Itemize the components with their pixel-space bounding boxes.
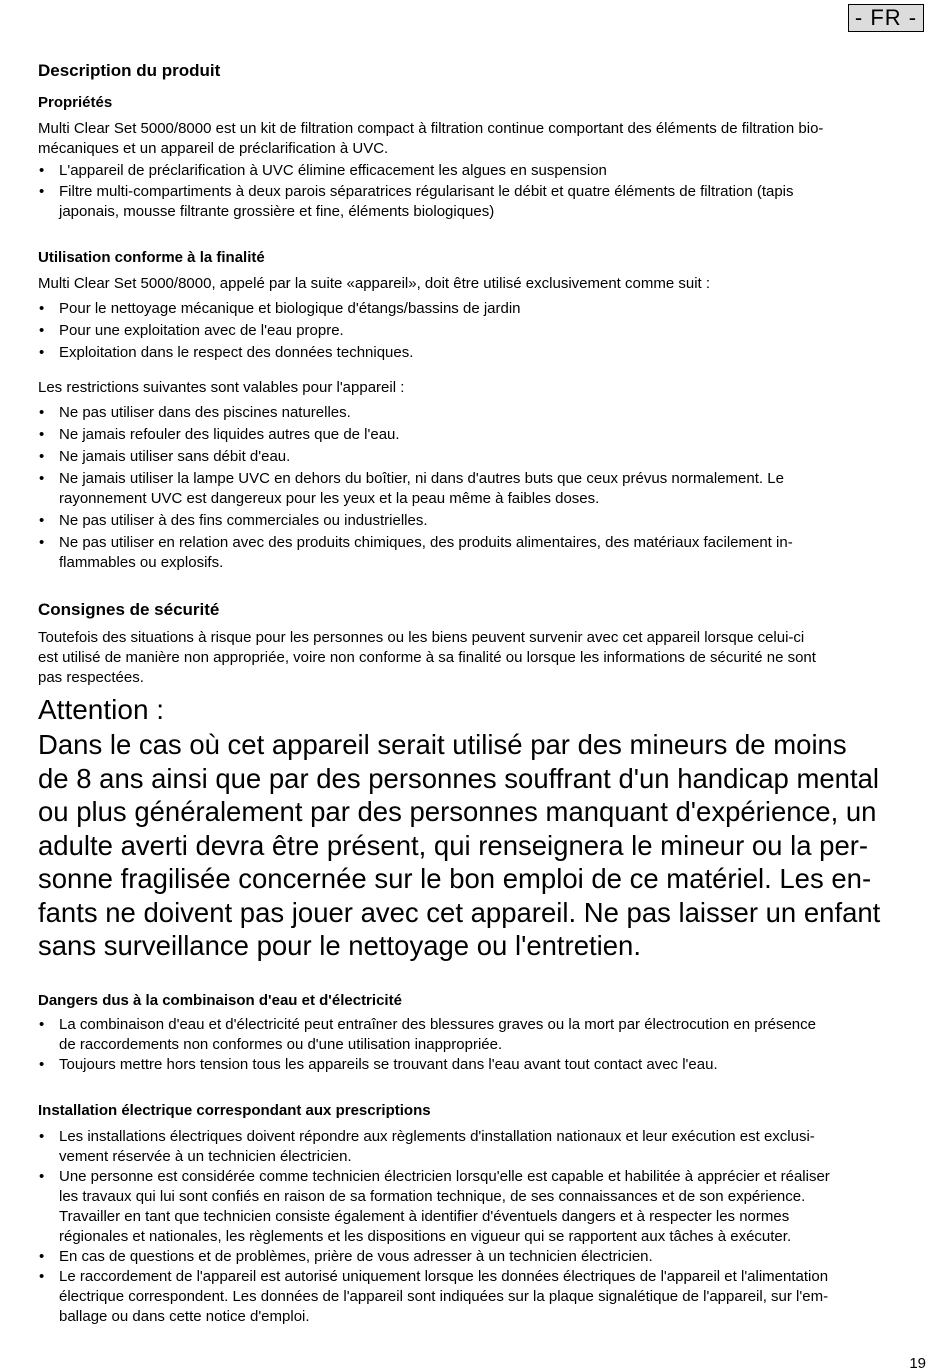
list-item: • La combinaison d'eau et d'électricité peut entraîner des blessures graves ou la mort par électrocution en présence de raccordements non conformes ou d'une utilisation inappropriée. [38,1015,928,1055]
intended-use-list [38,299,928,363]
text-line: mécaniques et un appareil de préclarification à UVC. [38,140,389,157]
list-item: • Les installations électriques doivent répondre aux règlements d'installation nationaux et leur exécution est exclusi- vement réservée à un technicien électricien. [38,1127,928,1167]
attention-title: Attention : [38,694,165,725]
list-item: • Une personne est considérée comme technicien électricien lorsqu'elle est capable et habilitée à apprécier et réaliser les travaux qui lui sont confiés en raison de sa formation technique, de ses connaissances et de son expérience. Travailler en tant que technicien consiste également à identifier d'éventuels dangers et à respecter les normes régionales et nationales, les règlements et les dispositions en vigueur qui se rapportent aux tâches à exécuter. [38,1167,928,1247]
subsection-title-properties: Propriétés [38,94,113,111]
list-item: • Toujours mettre hors tension tous les appareils se trouvant dans l'eau avant tout contact avec l'eau. [38,1055,928,1075]
text-line: fants ne doivent pas jouer avec cet appareil. Ne pas laisser un enfant [38,896,881,928]
intended-use-intro: Multi Clear Set 5000/8000, appelé par la suite «appareil», doit être utilisé exclusivement comme suit : [38,275,711,292]
list-item: • Pour le nettoyage mécanique et biologique d'étangs/bassins de jardin [38,299,928,319]
subsection-title-water-electricity: Dangers dus à la combinaison d'eau et d'électricité [38,992,402,1009]
text-line: adulte averti devra être présent, qui renseignera le mineur ou la per- [38,829,869,861]
electrical-installation-list [38,1127,928,1327]
properties-paragraph [38,119,928,159]
list-item: • Ne jamais utiliser sans débit d'eau. [38,447,928,467]
properties-list [38,161,928,222]
list-item: • Ne pas utiliser dans des piscines naturelles. [38,403,928,423]
list-item: • L'appareil de préclarification à UVC élimine efficacement les algues en suspension [38,161,928,181]
list-item: • Ne pas utiliser en relation avec des produits chimiques, des produits alimentaires, des matériaux facilement in- flammables ou explosifs. [38,533,928,573]
restrictions-list [38,403,928,573]
text-line: de 8 ans ainsi que par des personnes souffrant d'un handicap mental [38,762,880,794]
text-line: pas respectées. [38,669,144,686]
text-line: Multi Clear Set 5000/8000 est un kit de filtration compact à filtration continue comportant des éléments de filtration bio- [38,120,824,137]
list-item: • Filtre multi-compartiments à deux parois séparatrices régularisant le débit et quatre éléments de filtration (tapis japonais, mousse filtrante grossière et fine, éléments biologiques) [38,182,928,222]
subsection-title-intended-use: Utilisation conforme à la finalité [38,249,265,266]
text-line: sans surveillance pour le nettoyage ou l'entretien. [38,930,641,961]
section-title-product-description: Description du produit [38,61,221,80]
list-item: • Ne pas utiliser à des fins commerciales ou industrielles. [38,511,928,531]
text-line: est utilisé de manière non appropriée, voire non conforme à sa finalité ou lorsque les informations de sécurité ne sont [38,649,816,666]
language-tag: - FR - [848,4,924,32]
text-line: Dans le cas où cet appareil serait utilisé par des mineurs de moins [38,729,847,760]
restrictions-intro: Les restrictions suivantes sont valables pour l'appareil : [38,379,405,396]
attention-paragraph [38,728,928,963]
list-item: • Ne jamais utiliser la lampe UVC en dehors du boîtier, ni dans d'autres buts que ceux prévus normalement. Le rayonnement UVC est dangereux pour les yeux et la peau même à faibles doses. [38,469,928,509]
list-item: • Ne jamais refouler des liquides autres que de l'eau. [38,425,928,445]
list-item: • Pour une exploitation avec de l'eau propre. [38,321,928,341]
page-number: 19 [909,1355,926,1372]
list-item: • Le raccordement de l'appareil est autorisé uniquement lorsque les données électriques de l'appareil et l'alimentation électrique correspondent. Les données de l'appareil sont indiquées sur la plaque signalétique de l'appareil, sur l'em- ballage ou dans cette notice d'emploi. [38,1267,928,1327]
text-line: Toutefois des situations à risque pour les personnes ou les biens peuvent survenir avec cet appareil lorsque celui-ci [38,629,805,646]
list-item: • Exploitation dans le respect des données techniques. [38,343,928,363]
text-line: ou plus généralement par des personnes manquant d'expérience, un [38,796,877,827]
water-electricity-list [38,1015,928,1075]
section-title-safety: Consignes de sécurité [38,600,220,619]
safety-paragraph [38,628,928,688]
subsection-title-electrical-installation: Installation électrique correspondant aux prescriptions [38,1102,431,1119]
list-item: • En cas de questions et de problèmes, prière de vous adresser à un technicien électricien. [38,1247,928,1267]
text-line: sonne fragilisée concernée sur le bon emploi de ce matériel. Les en- [38,863,872,894]
